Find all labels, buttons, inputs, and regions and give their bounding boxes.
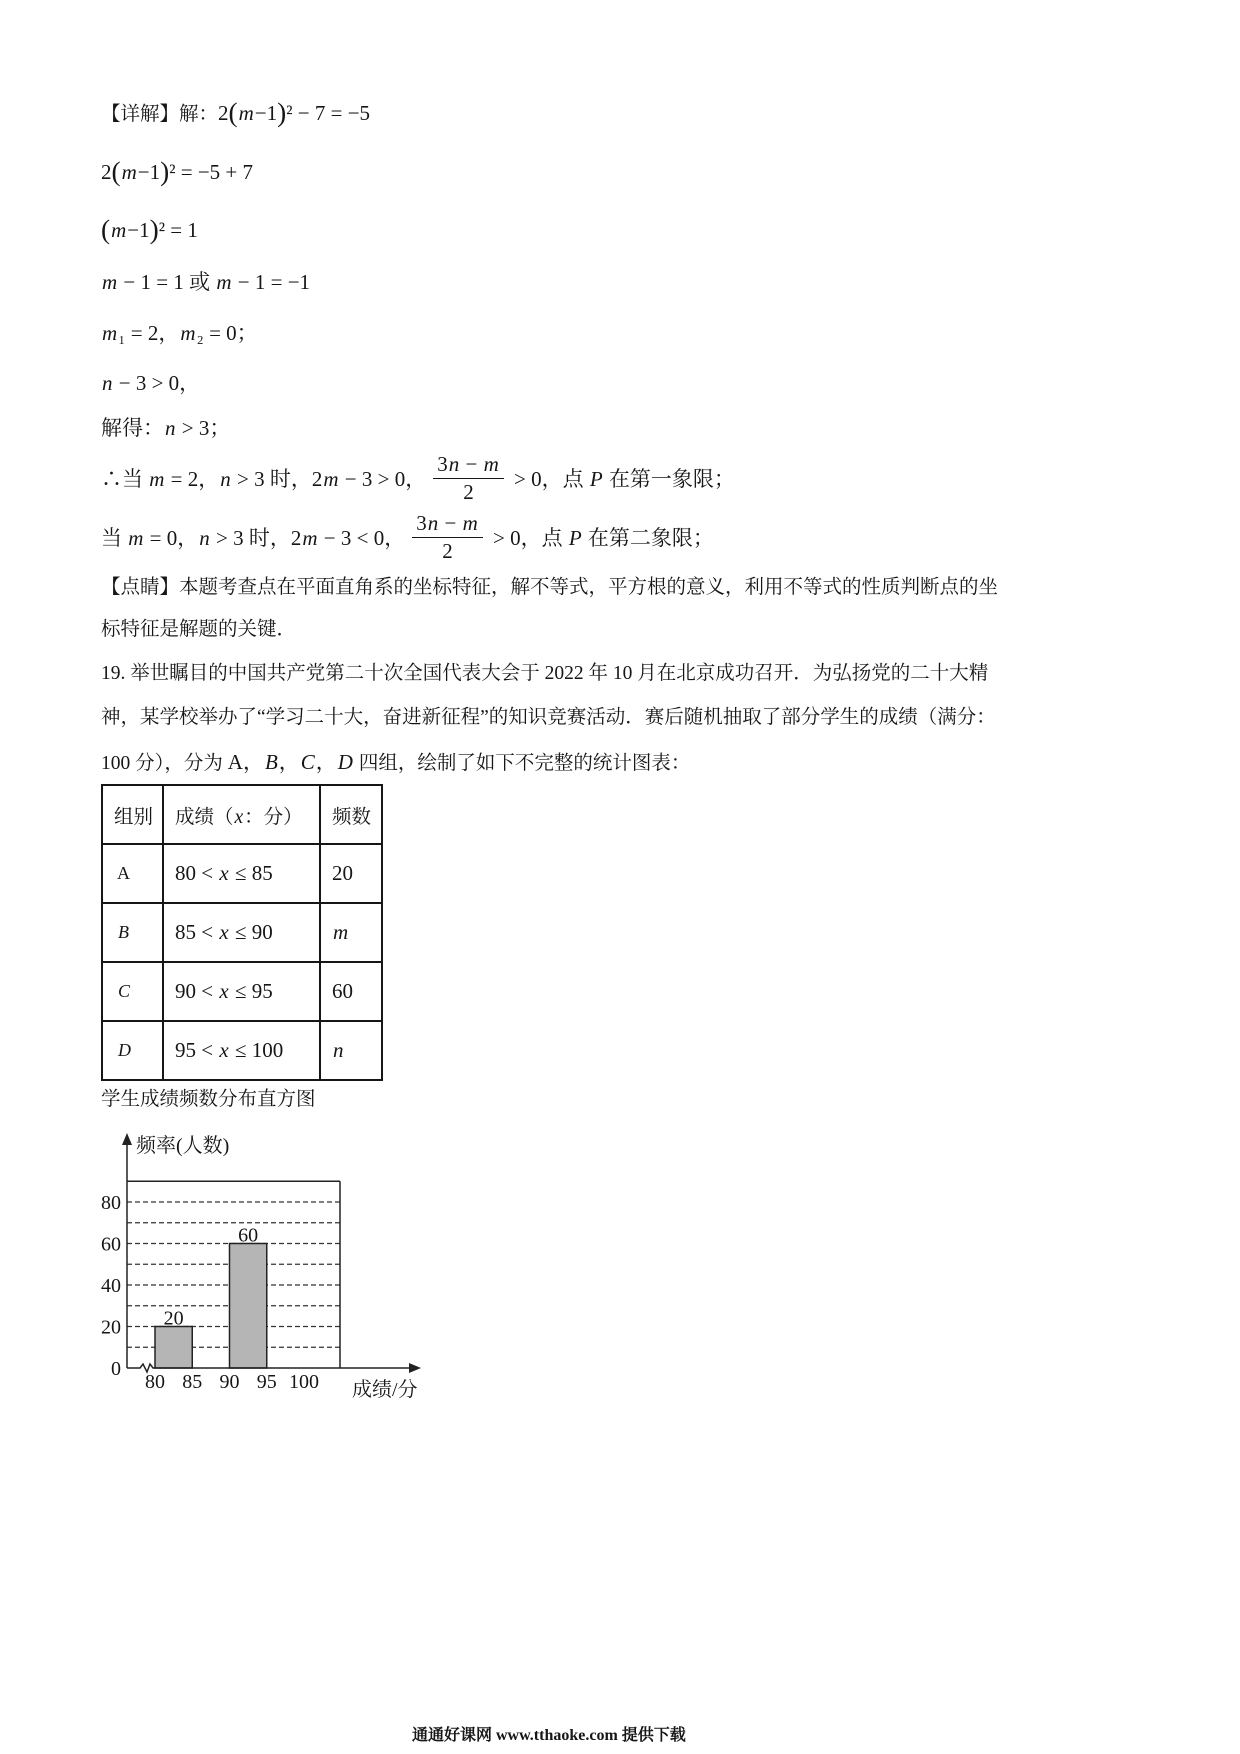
note-line-1: 【点睛】本题考查点在平面直角系的坐标特征，解不等式，平方根的意义，利用不等式的性质判断点的坐 [101, 577, 999, 598]
y-tick-label: 80 [101, 1192, 121, 1214]
x-axis-label: 成绩/分 [352, 1379, 418, 1401]
table-row [102, 903, 382, 962]
x-tick-label: 90 [219, 1371, 240, 1393]
fraction-denominator: 2 [442, 539, 453, 563]
solution-step-3 [101, 210, 198, 250]
chart-title: 学生成绩频数分布直方图 [101, 1089, 316, 1110]
question-line-2: 神，某学校举办了“学习二十大，奋进新征程”的知识竞赛活动．赛后随机抽取了部分学生的成绩（满分： [101, 707, 996, 728]
equation: m₁ = 2，m₂ = 0； [102, 321, 258, 345]
inequality: 解得：n > 3； [101, 416, 231, 440]
solution-step-1 [101, 93, 370, 133]
fraction-denominator: 2 [463, 480, 474, 504]
question-text: 100 分），分为 [101, 753, 228, 774]
solution-step-5 [101, 313, 258, 353]
bar-value-label: 20 [163, 1307, 184, 1330]
equation: m − 1 = 1 或 m − 1 = −1 [102, 270, 311, 294]
group-cell: D [102, 1021, 163, 1080]
solution-step-2 [101, 152, 253, 192]
inequality: n − 3 > 0， [102, 371, 201, 395]
y-axis-arrow [122, 1133, 132, 1145]
x-tick-label: 85 [182, 1371, 203, 1393]
footer-source: 通通好课网 www.tthaoke.com 提供下载 [412, 1727, 686, 1744]
x-tick-label: 100 [289, 1371, 319, 1393]
group-cell: A [102, 844, 163, 903]
score-range-cell: 95 < x ≤ 100 [163, 1021, 320, 1080]
question-line-1: 19. 举世瞩目的中国共产党第二十次全国代表大会于 2022 年 10 月在北京成功召开．为弘扬党的二十大精 [101, 663, 989, 684]
score-frequency-table [101, 784, 383, 1081]
case-conclusion: > 0，点 P 在第二象限； [487, 526, 714, 550]
score-range-cell: 90 < x ≤ 95 [163, 962, 320, 1021]
table-header-row [102, 785, 382, 844]
solution-case-1 [101, 448, 735, 508]
fraction [433, 451, 504, 505]
group-cell: C [102, 962, 163, 1021]
case-condition: ∴当 m = 2，n > 3 时，2m − 3 > 0， [101, 467, 427, 491]
header-score: 成绩（x：分） [163, 785, 320, 844]
fraction-numerator: 3n − m [433, 451, 504, 479]
solution-label: 【详解】解： [101, 104, 219, 125]
equation: 2(m−1)² = −5 + 7 [101, 156, 254, 187]
equation: 2(m−1)² − 7 = −5 [218, 97, 371, 128]
case-conclusion: > 0，点 P 在第一象限； [508, 467, 735, 491]
header-group: 组别 [102, 785, 163, 844]
y-tick-label: 60 [101, 1233, 121, 1256]
question-text: 四组，绘制了如下不完整的统计图表： [353, 753, 691, 774]
group-labels: ，B，C，D [242, 750, 353, 774]
frequency-cell: n [320, 1021, 382, 1080]
frequency-cell: m [320, 903, 382, 962]
group-label: A [227, 750, 243, 774]
fraction-numerator: 3n − m [412, 510, 483, 538]
solution-step-4 [101, 262, 310, 302]
table-row [102, 1021, 382, 1080]
solution-step-7 [101, 408, 230, 448]
question-line-3 [101, 742, 690, 782]
fraction [412, 510, 483, 564]
bar-value-label: 60 [238, 1224, 259, 1247]
y-tick-label: 20 [101, 1316, 121, 1339]
note-line-2: 标特征是解题的关键． [101, 619, 297, 640]
histogram-bar [155, 1327, 192, 1369]
solution-case-2 [101, 507, 714, 567]
case-condition: 当 m = 0，n > 3 时，2m − 3 < 0， [101, 526, 406, 550]
x-axis-arrow [409, 1363, 421, 1373]
histogram-bar [230, 1244, 267, 1369]
table-row [102, 962, 382, 1021]
score-range-cell: 85 < x ≤ 90 [163, 903, 320, 962]
y-tick-label: 40 [101, 1275, 121, 1297]
score-range-cell: 80 < x ≤ 85 [163, 844, 320, 903]
table-row [102, 844, 382, 903]
x-tick-label: 80 [145, 1371, 165, 1393]
y-tick-label: 0 [111, 1358, 121, 1380]
solution-step-6 [101, 363, 200, 403]
frequency-histogram [0, 1120, 460, 1410]
y-axis-label: 频率(人数) [136, 1135, 230, 1157]
frequency-cell: 60 [320, 962, 382, 1021]
x-tick-label: 95 [256, 1371, 277, 1393]
header-frequency: 频数 [320, 785, 382, 844]
group-cell: B [102, 903, 163, 962]
equation: (m−1)² = 1 [101, 214, 198, 245]
frequency-cell: 20 [320, 844, 382, 903]
